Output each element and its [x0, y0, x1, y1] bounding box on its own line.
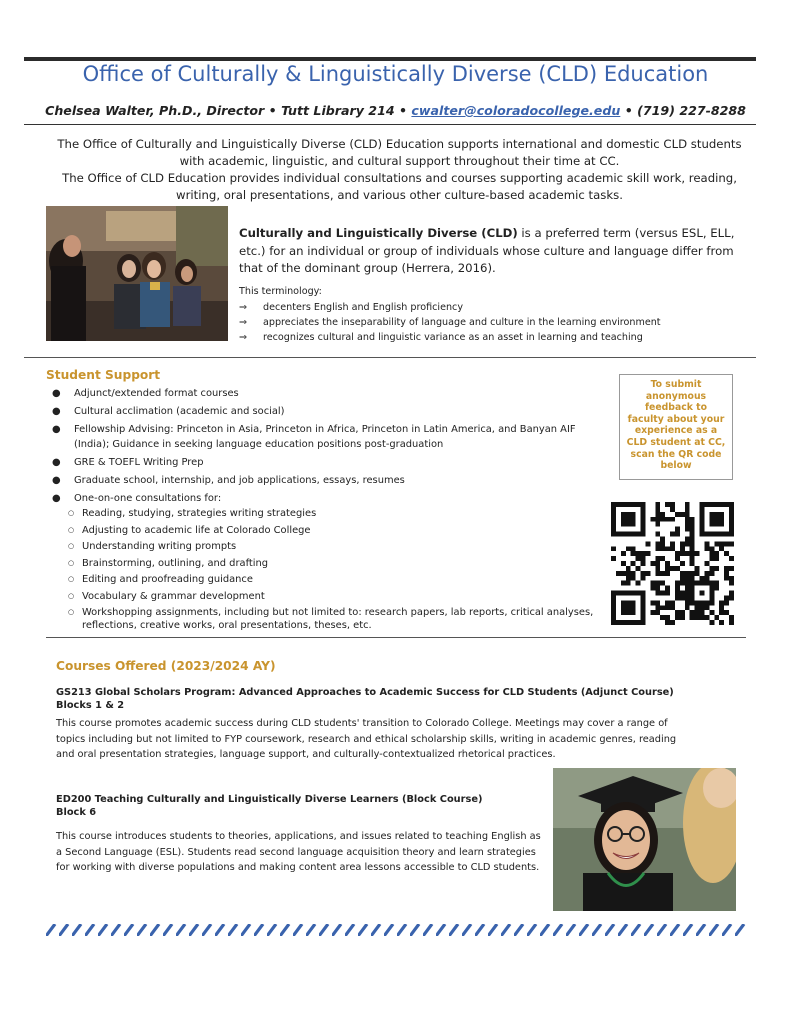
bullet-icon: ●: [52, 406, 61, 417]
course-blocks: Block 6: [56, 807, 97, 818]
terminology-list: [239, 300, 759, 345]
circle-bullet-icon: ○: [68, 525, 75, 534]
consultation-item: ○ Editing and proofreading guidance: [68, 574, 253, 585]
consultation-item: ○ Vocabulary & grammar development: [68, 590, 265, 602]
consultation-item: ○ Brainstorming, outlining, and drafting: [68, 557, 269, 569]
bullet-icon: ●: [52, 475, 61, 486]
bullet-icon: ●: [52, 388, 61, 399]
section-divider: [24, 357, 756, 358]
terminology-item: ⇒ decenters English and English proficiency: [239, 302, 463, 313]
circle-bullet-icon: ○: [68, 542, 75, 550]
courses-heading: Courses Offered (2023/2024 AY): [56, 659, 276, 673]
list-item: ● Graduate school, internship, and job applications, essays, resumes: [52, 475, 405, 486]
bullet-icon: ●: [52, 424, 61, 435]
feedback-box: To submit anonymous feedback to faculty about your experience as a CLD student at CC, scan the QR code below: [619, 374, 733, 480]
circle-bullet-icon: ○: [68, 509, 75, 517]
list-item: ● Cultural acclimation (academic and social): [52, 406, 285, 417]
graduate-photo: [553, 768, 736, 911]
decorative-stripe-border: [46, 921, 748, 933]
top-rule: [24, 57, 756, 61]
course-name: ED200 Teaching Culturally and Linguistically Diverse Learners (Block Course): [56, 794, 483, 805]
contact-line: [0, 103, 791, 118]
cld-definition-text: is a preferred term (versus ESL, ELL, etc.) for an individual or group of individuals whose culture and language differ from that of the dominant group (Herrera, 2016).: [239, 226, 735, 275]
course-blocks: Blocks 1 & 2: [56, 700, 125, 711]
contact-prefix: Chelsea Walter, Ph.D., Director • Tutt Library 214 •: [45, 103, 412, 118]
list-item: ● Fellowship Advising: Princeton in Asia, Princeton in Africa, Princeton in Latin America, and Banyan AIF (India); Guidance in seeking language education positions post-graduation: [52, 424, 576, 450]
list-item: ● Adjunct/extended format courses: [52, 388, 239, 399]
terminology-item: ⇒ recognizes cultural and linguistic variance as an asset in learning and teaching: [239, 332, 643, 343]
circle-bullet-icon: ○: [68, 591, 75, 600]
arrow-icon: ⇒: [239, 332, 248, 343]
qr-code-icon[interactable]: [611, 502, 734, 625]
arrow-icon: ⇒: [239, 302, 248, 313]
header-divider: [24, 124, 756, 125]
contact-suffix: • (719) 227-8288: [620, 103, 746, 118]
list-item: ● GRE & TOEFL Writing Prep: [52, 457, 204, 468]
intro-line-2: The Office of CLD Education provides individual consultations and courses supporting academic skill work, reading, writing, oral presentations, and various other culture-based academic tasks.: [62, 171, 737, 202]
circle-bullet-icon: ○: [68, 558, 75, 567]
cld-definition: [239, 225, 759, 278]
terminology-item: ⇒ appreciates the inseparability of language and culture in the learning environment: [239, 317, 661, 328]
consultation-item: ○ Understanding writing prompts: [68, 541, 237, 552]
course-description: This course introduces students to theories, applications, and issues related to teaching English as a Second Language (ESL). Students read second language acquisition theory and learn strategies for working with diverse populations and making content area lessons accessible to CLD students.: [56, 831, 541, 873]
section-divider: [46, 637, 746, 638]
course-title: [56, 793, 516, 819]
arrow-icon: ⇒: [239, 317, 248, 328]
terminology-heading: This terminology:: [239, 286, 322, 297]
student-support-list: [52, 386, 612, 636]
page-title: Office of Culturally & Linguistically Diverse (CLD) Education: [82, 62, 709, 86]
circle-bullet-icon: ○: [68, 608, 75, 616]
course-name: GS213 Global Scholars Program: Advanced Approaches to Academic Success for CLD Students (Adjunct Course): [56, 687, 674, 698]
course-description: This course promotes academic success during CLD students' transition to Colorado College. Meetings may cover a range of topics including but not limited to FYP coursework, research and ethical scholarship skills, writing in academic genres, reading and oral presentation strategies, language support, and culturally-contextualized rhetorical practices.: [56, 718, 677, 760]
intro-line-1: The Office of Culturally and Linguistically Diverse (CLD) Education supports international and domestic CLD students with academic, linguistic, and cultural support throughout their time at CC.: [57, 137, 742, 168]
consultation-item: ○ Reading, studying, strategies writing strategies: [68, 508, 317, 519]
intro-text: [46, 136, 753, 204]
consultation-item: ○ Workshopping assignments, including but not limited to: research papers, lab reports, critical analyses, reflections, creative works, oral presentations, theses, etc.: [68, 607, 594, 631]
consultation-list: [68, 507, 612, 632]
bullet-icon: ●: [52, 457, 61, 468]
classroom-photo: [46, 206, 228, 341]
circle-bullet-icon: ○: [68, 575, 75, 583]
list-item: ● One-on-one consultations for: ○ Reading, studying, strategies writing strategies ○ Adjusting to academic life at Colorado College ○ Understanding writing prompts ○ Brainstorming, outlining, and drafting ○ Editing and proofreading guidance ○ Vocabulary & grammar development ○ Workshopping assignments, including but not limited to: research papers, lab reports, critical analyses, reflections, creative works, oral presentations, theses, etc.: [52, 491, 612, 632]
bullet-icon: ●: [52, 493, 61, 504]
student-support-heading: Student Support: [46, 368, 161, 382]
consultation-item: ○ Adjusting to academic life at Colorado College: [68, 524, 311, 536]
cld-term: Culturally and Linguistically Diverse (CLD): [239, 226, 518, 240]
course-title: [56, 686, 676, 712]
email-link[interactable]: cwalter@coloradocollege.edu: [411, 103, 621, 118]
